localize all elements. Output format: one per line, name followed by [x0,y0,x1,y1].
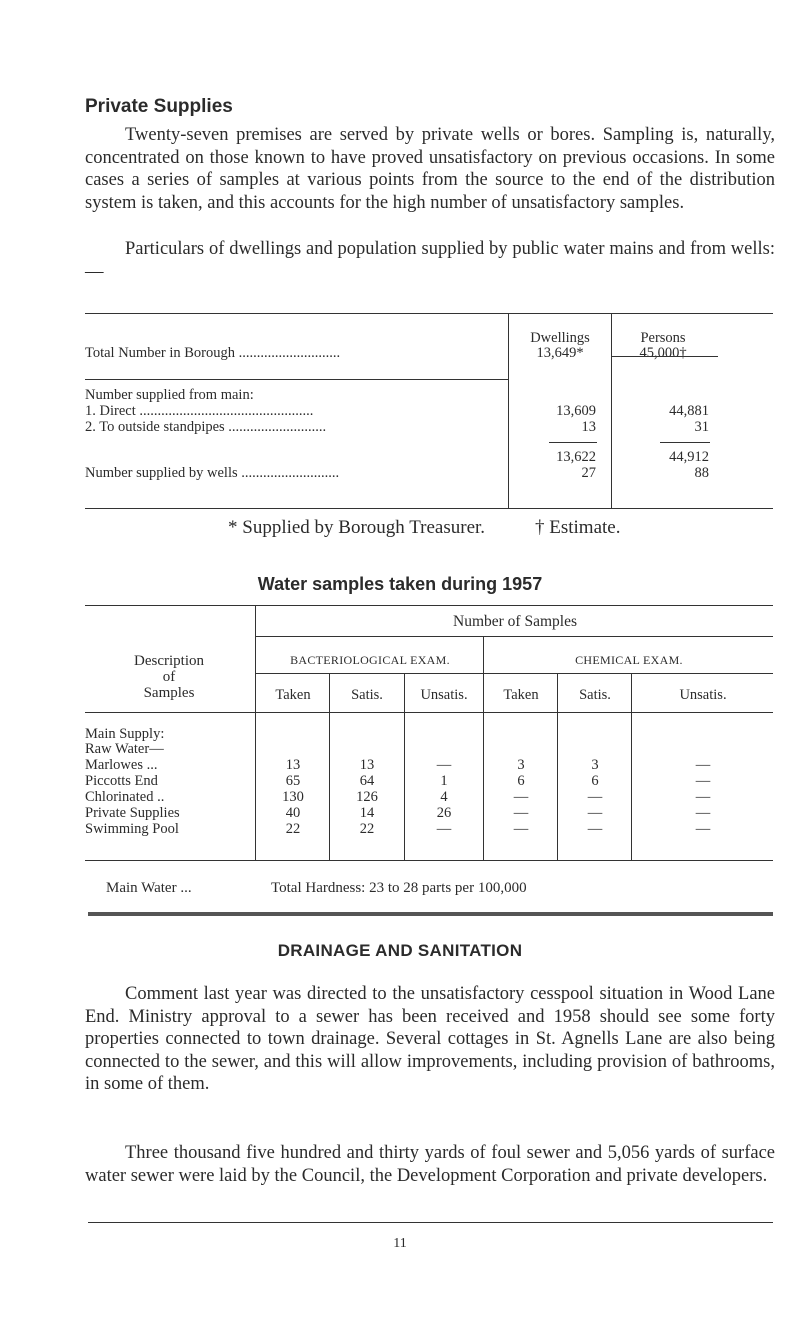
table-cell: 64 [359,773,375,789]
subtotal-rule [660,442,710,443]
subtotal-dwellings: 13,622 [556,449,596,465]
number-of-samples-header: Number of Samples [453,613,577,630]
total-dwellings: 13,649* [536,345,584,361]
paragraph-private-supplies: Twenty-seven premises are served by private wells or bores. Sampling is, naturally, concentrated on those known to have proved unsatisfactory on previous occasions. In some cases a series of samples at various points from the source to the end of the distribution system is taken, and this accounts for the high number of unsatisfactory samples. [85,125,775,213]
table-cell: 40 [285,805,301,821]
paragraph-particulars: Particulars of dwellings and population supplied by public water mains and from wells:— [85,239,775,282]
paragraph-sewer-lengths: Three thousand five hundred and thirty yards of foul sewer and 5,056 yards of surface water sewer were laid by the Council, the Development Corporation and private developers. [85,1143,775,1186]
subgroup-label: Raw Water— [85,741,164,757]
subtotal-rule [549,442,597,443]
table-cell: 65 [285,773,301,789]
header-dwellings: Dwellings [530,330,590,346]
table-rule [85,313,773,314]
row-label: Chlorinated .. [85,789,165,805]
table-cell: — [695,789,711,805]
table-cell: 6 [517,773,525,789]
bacteriological-header: BACTERIOLOGICAL EXAM. [290,653,450,667]
total-hardness-note: Total Hardness: 23 to 28 parts per 100,000 [271,880,527,896]
table-cell: 13 [285,757,301,773]
table-cell: 22 [359,821,375,837]
direct-dwellings: 13,609 [556,403,596,419]
desc-header: Description of Samples [134,653,204,701]
header-bact-unsatis: Unsatis. [420,687,468,703]
section-heading-private-supplies: Private Supplies [85,96,233,117]
table-cell: 22 [285,821,301,837]
table-cell: — [436,757,452,773]
table-cell: — [587,805,603,821]
header-chem-unsatis: Unsatis. [679,687,727,703]
table-cell: — [587,789,603,805]
header-persons: Persons [640,330,686,346]
table-rule [611,356,718,357]
table-cell: — [513,789,529,805]
total-persons: 45,000† [639,345,687,361]
header-bact-taken: Taken [275,687,311,703]
row-label: Swimming Pool [85,821,179,837]
standpipes-persons: 31 [694,419,709,435]
row-label: Private Supplies [85,805,180,821]
table-cell: 126 [356,789,378,805]
table-rule [255,673,773,674]
column-divider [255,605,256,860]
column-divider [329,673,330,860]
table-rule [85,379,508,380]
table-cell: 6 [591,773,599,789]
header-chem-satis: Satis. [579,687,611,703]
column-divider [483,636,484,860]
direct-persons: 44,881 [669,403,709,419]
header-chem-taken: Taken [503,687,539,703]
table-cell: 14 [359,805,375,821]
table-cell: — [587,821,603,837]
wells-persons: 88 [694,465,709,481]
table-cell: 3 [591,757,599,773]
row-label: Piccotts End [85,773,158,789]
wells-label: Number supplied by wells ........................... [85,465,340,481]
table-rule [255,636,773,637]
subtotal-persons: 44,912 [669,449,709,465]
main-supply-label: Number supplied from main: [85,387,254,403]
header-bact-satis: Satis. [351,687,383,703]
table-cell: — [513,821,529,837]
footnote-dagger: † Estimate. [535,517,621,538]
standpipes-dwellings: 13 [581,419,596,435]
main-water-label: Main Water ... [106,880,192,896]
table-cell: — [695,773,711,789]
table-cell: — [436,821,452,837]
table-cell: — [695,805,711,821]
direct-label: 1. Direct ................................................ [85,403,314,419]
table-rule [85,712,773,713]
row-label: Marlowes ... [85,757,158,773]
page-number: 11 [393,1236,407,1251]
table-cell: — [513,805,529,821]
footnote-star: * Supplied by Borough Treasurer. [228,517,486,538]
table-cell: 3 [517,757,525,773]
paragraph-drainage-comment: Comment last year was directed to the unsatisfactory cesspool situation in Wood Lane End. Ministry approval to a sewer has been received and 1958 should see some forty properties connected to town drainage. Several cottages in St. Agnells Lane are also being connected to the sewer, and this will allow improvements, including provision of bathrooms, in some of them. [85,984,775,1094]
column-divider [557,673,558,860]
table-title: Water samples taken during 1957 [257,574,543,594]
table-cell: 13 [359,757,375,773]
table-rule [85,860,773,861]
footer-rule [88,1222,773,1223]
total-label: Total Number in Borough ............................ [85,345,341,361]
wells-dwellings: 27 [581,465,596,481]
table-cell: 26 [436,805,452,821]
table-rule [85,508,773,509]
table-cell: — [695,821,711,837]
column-divider [508,313,509,509]
table-cell: 4 [440,789,448,805]
column-divider [631,673,632,860]
standpipes-label: 2. To outside standpipes ........................... [85,419,327,435]
section-divider [88,912,773,916]
table-rule [85,605,773,606]
column-divider [404,673,405,860]
chemical-header: CHEMICAL EXAM. [575,653,683,667]
section-heading-drainage: DRAINAGE AND SANITATION [277,941,523,960]
table-cell: 130 [282,789,304,805]
group-label: Main Supply: [85,726,165,742]
table-cell: 1 [440,773,448,789]
column-divider [611,313,612,509]
table-cell: — [695,757,711,773]
